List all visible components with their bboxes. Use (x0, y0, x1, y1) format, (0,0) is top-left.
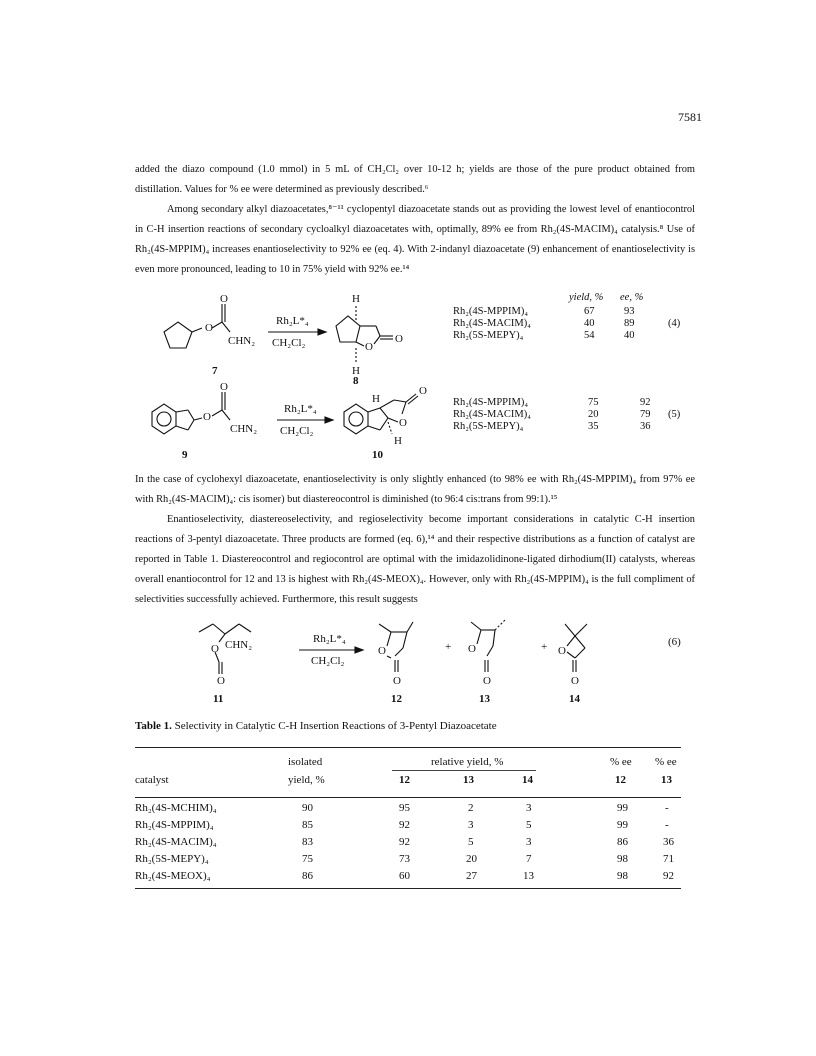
table-group-rule (392, 770, 536, 771)
yield-cell: 85 (302, 819, 313, 831)
equation-number: (5) (668, 409, 681, 420)
column-header: 13 (463, 774, 474, 786)
carbonyl-oxygen: O (393, 675, 401, 687)
ring-oxygen: O (558, 645, 566, 657)
compound-number: 8 (353, 375, 359, 387)
r14-cell: 3 (526, 836, 532, 848)
r13-cell: 3 (468, 819, 474, 831)
r13-cell: 5 (468, 836, 474, 848)
benzene-ring (152, 404, 176, 434)
solvent-label: CH₂Cl₂ (280, 425, 314, 437)
yield-header: yield, % (569, 292, 604, 303)
compound-number: 7 (212, 365, 218, 377)
hydrogen-label: H (372, 393, 380, 405)
catalyst-label: Rh₂L*₄ (276, 315, 309, 327)
paragraph-text: In the case of cyclohexyl diazoacetate, enantioselectivity is only slightly enhanced (to 98% ee with Rh₂(4S-MPPIM)₄ from 97% ee with Rh₂(4S-MACIM)₄: cis isomer) but diastereocontrol is diminished (to 96:4 cis:trans from 99:1).¹⁵ (135, 474, 695, 505)
compound-number: 11 (213, 693, 224, 705)
cyclopentane-ring (164, 322, 192, 348)
column-header: 12 (399, 774, 410, 786)
column-header: yield, % (288, 774, 325, 786)
column-header: catalyst (135, 774, 169, 786)
yield-cell: 86 (302, 870, 313, 882)
ee13-cell: 36 (663, 836, 674, 848)
catalyst-cell: Rh₂(4S-MACIM)₄ (135, 836, 217, 848)
yield-cell: 83 (302, 836, 313, 848)
ee-value: 93 (624, 306, 635, 317)
ee12-cell: 99 (617, 802, 628, 814)
column-header: relative yield, % (431, 756, 504, 768)
r13-cell: 27 (466, 870, 477, 882)
yield-cell: 90 (302, 802, 313, 814)
r12-cell: 95 (399, 802, 410, 814)
carbonyl-oxygen: O (571, 675, 579, 687)
catalyst-label: Rh₂L*₄ (284, 403, 317, 415)
r12-cell: 92 (399, 836, 410, 848)
yield-value: 35 (588, 421, 599, 432)
ring-oxygen: O (468, 643, 476, 655)
table-title: Selectivity in Catalytic C-H Insertion Reactions of 3-Pentyl Diazoacetate (174, 720, 497, 732)
r14-cell: 3 (526, 802, 532, 814)
table-caption (135, 720, 497, 732)
equation-number: (4) (668, 318, 681, 329)
catalyst-name: Rh₂(4S-MPPIM)₄ (453, 306, 529, 317)
ee12-cell: 98 (617, 853, 628, 865)
table-label: Table 1. (135, 720, 172, 732)
ee-header: ee, % (620, 292, 644, 303)
ring-oxygen: O (378, 645, 386, 657)
r13-cell: 2 (468, 802, 474, 814)
ee12-cell: 86 (617, 836, 628, 848)
paragraph-text: Among secondary alkyl diazoacetates,⁸⁻¹¹ cyclopentyl diazoacetate stands out as providing the lowest level of enantiocontrol in C-H insertion reactions of secondary cycloalkyl diazoacetates with, optimally, 89% ee from Rh₂(4S-MACIM)₄ catalysis.⁸ Use of Rh₂(4S-MPPIM)₄ increases enantioselectivity to 92% ee (eq. 4). With 2-indanyl diazoacetate (9) enhancement of enantioselectivity is even more pronounced, leading to 10 in 75% yield with 92% ee.¹⁴ (135, 204, 695, 275)
catalyst-name: Rh₂(4S-MPPIM)₄ (453, 397, 529, 408)
ee-value: 92 (640, 397, 651, 408)
equation-6-scheme (195, 612, 615, 707)
r14-cell: 13 (523, 870, 534, 882)
ee-value: 89 (624, 318, 635, 329)
catalyst-name: Rh₂(5S-MEPY)₄ (453, 421, 524, 432)
ee12-cell: 98 (617, 870, 628, 882)
column-header: 13 (661, 774, 672, 786)
ee13-cell: 71 (663, 853, 674, 865)
solvent-label: CH₂Cl₂ (272, 337, 306, 349)
equation-5-scheme (140, 382, 450, 462)
equation-number: (6) (668, 636, 681, 648)
hydrogen-label: H (352, 365, 360, 377)
ring-oxygen: O (399, 417, 407, 429)
hydrogen-label: H (394, 435, 402, 447)
ee-value: 40 (624, 330, 635, 341)
diazo-group: CHN₂ (228, 335, 256, 347)
diazo-group: CHN₂ (225, 639, 253, 651)
yield-value: 20 (588, 409, 599, 420)
plus-sign: + (541, 641, 548, 653)
page-number: 7581 (678, 110, 702, 124)
r14-cell: 5 (526, 819, 532, 831)
r12-cell: 73 (399, 853, 410, 865)
ether-oxygen: O (211, 643, 219, 655)
yield-value: 40 (584, 318, 595, 329)
ether-oxygen: O (205, 322, 213, 334)
compound-number: 10 (372, 449, 383, 461)
equation-5-structures (140, 382, 450, 462)
column-header: % ee (655, 756, 677, 768)
hydrogen-label: H (352, 293, 360, 305)
yield-value: 75 (588, 397, 599, 408)
catalyst-name: Rh₂(4S-MACIM)₄ (453, 409, 531, 420)
table-top-rule (135, 747, 681, 748)
paragraph-text: added the diazo compound (1.0 mmol) in 5 mL of CH₂Cl₂ over 10-12 h; yields are those of the pure product obtained from distillation. Values for % ee were determined as previously described.⁶ (135, 164, 695, 195)
paragraph-discussion (135, 470, 695, 610)
catalyst-label: Rh₂L*₄ (313, 633, 346, 645)
carbonyl-oxygen: O (220, 293, 228, 305)
carbonyl-oxygen: O (220, 382, 228, 393)
carbonyl-oxygen: O (217, 675, 225, 687)
carbonyl-oxygen: O (419, 385, 427, 397)
catalyst-cell: Rh₂(5S-MEPY)₄ (135, 853, 209, 865)
compound-number: 14 (569, 693, 580, 705)
compound-number: 13 (479, 693, 490, 705)
ring-oxygen: O (365, 341, 373, 353)
equation-6-structures (195, 612, 615, 707)
compound-number: 9 (182, 449, 188, 461)
column-header: 12 (615, 774, 626, 786)
plus-sign: + (445, 641, 452, 653)
equation-4-scheme (150, 292, 450, 382)
catalyst-cell: Rh₂(4S-MCHIM)₄ (135, 802, 217, 814)
r13-cell: 20 (466, 853, 477, 865)
ee-value: 36 (640, 421, 651, 432)
ether-oxygen: O (203, 411, 211, 423)
table-bottom-rule (135, 888, 681, 889)
catalyst-cell: Rh₂(4S-MEOX)₄ (135, 870, 211, 882)
ee13-cell: - (665, 802, 669, 814)
catalyst-name: Rh₂(5S-MEPY)₄ (453, 330, 524, 341)
carbonyl-oxygen: O (483, 675, 491, 687)
ee13-cell: 92 (663, 870, 674, 882)
catalyst-cell: Rh₂(4S-MPPIM)₄ (135, 819, 214, 831)
yield-value: 54 (584, 330, 595, 341)
yield-cell: 75 (302, 853, 313, 865)
ee12-cell: 99 (617, 819, 628, 831)
equation-4-structures (150, 292, 450, 382)
paragraph-procedure (135, 160, 695, 280)
ee13-cell: - (665, 819, 669, 831)
carbonyl-oxygen: O (395, 333, 403, 345)
column-header: % ee (610, 756, 632, 768)
r14-cell: 7 (526, 853, 532, 865)
paragraph-text: Enantioselectivity, diastereoselectivity, and regioselectivity become important considerations in catalytic C-H insertion reactions of 3-pentyl diazoacetate. Three products are formed (eq. 6),¹⁴ and their respective distributions as a function of catalyst are reported in Table 1. Diastereocontrol and regiocontrol are optimal with the imidazolidinone-ligated dirhodium(II) catalysts, whereas overall enantiocontrol for 12 and 13 is highest with Rh₂(4S-MEOX)₄. However, only with Rh₂(4S-MPPIM)₄ is the full compliment of selectivities successfully achieved. Furthermore, this result suggests (135, 514, 695, 605)
r12-cell: 60 (399, 870, 410, 882)
column-header: isolated (288, 756, 323, 768)
solvent-label: CH₂Cl₂ (311, 655, 345, 667)
column-header: 14 (522, 774, 533, 786)
compound-number: 12 (391, 693, 402, 705)
catalyst-name: Rh₂(4S-MACIM)₄ (453, 318, 531, 329)
r12-cell: 92 (399, 819, 410, 831)
ee-value: 79 (640, 409, 651, 420)
yield-value: 67 (584, 306, 595, 317)
diazo-group: CHN₂ (230, 423, 258, 435)
table-header-rule (135, 797, 681, 798)
